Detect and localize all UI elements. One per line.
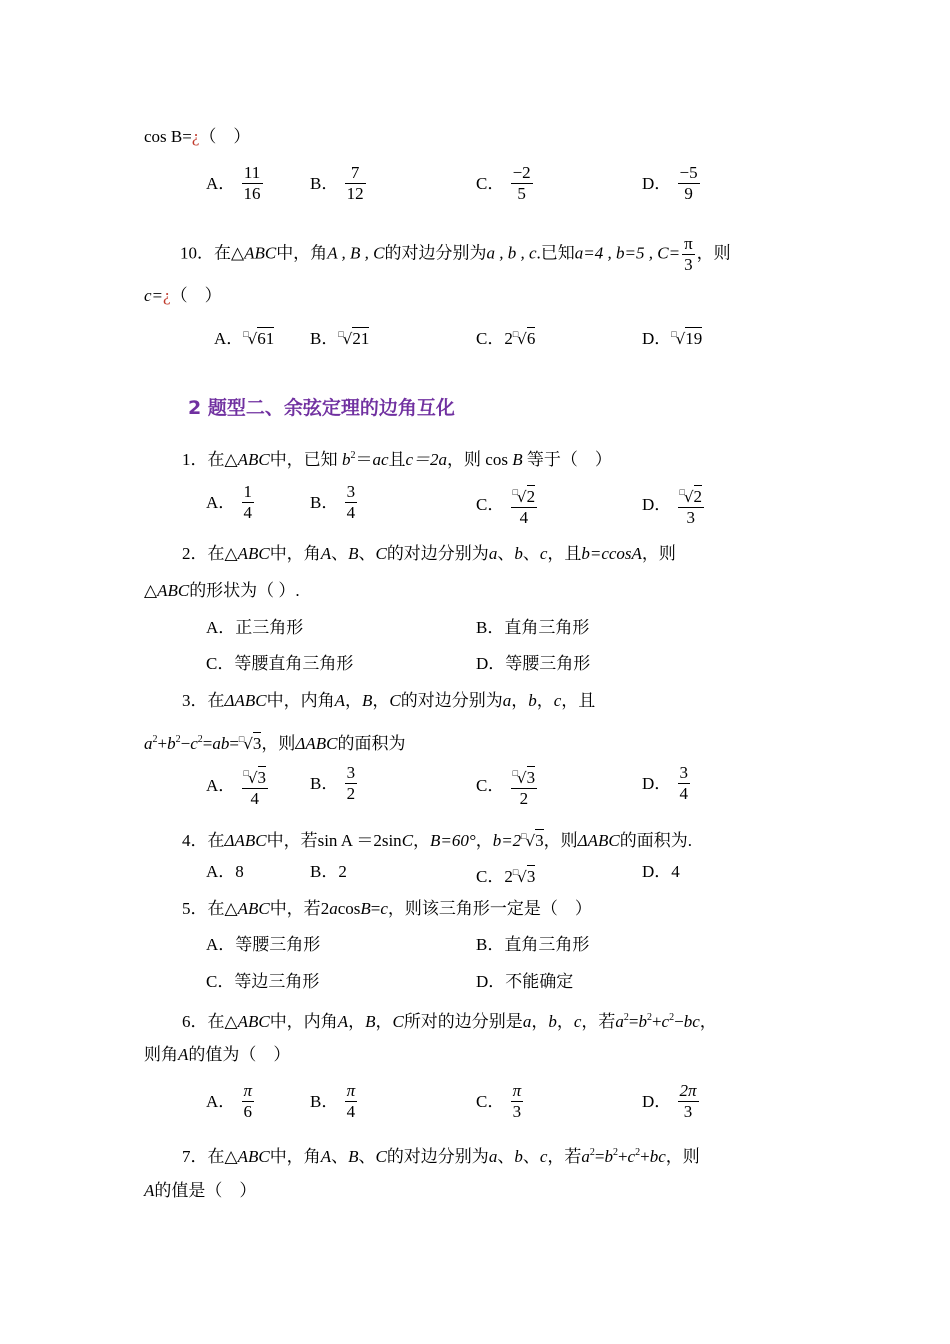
fraction: $\frac{1}{4}$ <box>243 482 253 522</box>
fraction: $\frac{\pi}{3}$ <box>512 1081 522 1121</box>
q9-option-c[interactable]: C． $\frac{-2}{5}$ <box>476 163 531 203</box>
q10-line-2: c=¿（ ） <box>144 286 222 305</box>
p6-option-b[interactable]: B． $\frac{\pi}{4}$ <box>310 1081 356 1121</box>
fraction: $\frac{3}{4}$ <box>346 482 356 522</box>
problem-5-stem: 5．在△ABC中，若2acosB=c，则该三角形一定是（ ） <box>182 899 592 918</box>
p3-option-c[interactable]: C． $\frac{^□√3}{2}$ <box>476 763 539 809</box>
problem-6-line-2: 则角A的值为（ ） <box>144 1045 291 1064</box>
problem-7-line-1: 7．在△ABC中，角A、B、C的对边分别为a、b、c，若$a^2=b^2+c^2+bc$，则 <box>182 1147 700 1166</box>
fraction: $\frac{-2}{5}$ <box>512 163 531 203</box>
radical: □√6 <box>512 329 536 348</box>
p6-option-d[interactable]: D． $\frac{2\pi}{3}$ <box>642 1081 697 1121</box>
radical: □√19 <box>671 329 703 348</box>
fraction: $\frac{-5}{9}$ <box>679 163 698 203</box>
fraction: $\frac{\pi}{3}$ <box>684 234 693 274</box>
q10-option-a[interactable]: A．□√61 <box>214 323 274 350</box>
p6-option-c[interactable]: C． $\frac{\pi}{3}$ <box>476 1081 522 1121</box>
problem-4-stem: 4．在ΔABC中，若sin A ＝2sinC，B=60°，b=2□√3，则ΔABC的面积为. <box>182 825 692 852</box>
q10-line-1: 10．在△ABC中，角A , B , C的对边分别为a , b , c.已知a=4 , b=5 , C= $\frac{\pi}{3}$ ，则 <box>180 234 731 274</box>
radical: □√3 <box>521 831 544 850</box>
q9-option-d[interactable]: D． $\frac{-5}{9}$ <box>642 163 698 203</box>
q9-tail-line: cos B=¿（ ） <box>144 127 251 146</box>
p2-option-d[interactable]: D．等腰三角形 <box>476 654 591 673</box>
q10-option-b[interactable]: B．□√21 <box>310 323 369 350</box>
fraction: $\frac{3}{2}$ <box>346 763 356 803</box>
p4-option-c[interactable]: C．2□√3 <box>476 861 535 888</box>
problem-2-line-1: 2．在△ABC中，角A、B、C的对边分别为a、b、c，且b=ccosA，则 <box>182 544 676 563</box>
q10-option-c[interactable]: C．2□√6 <box>476 323 535 350</box>
p5-option-c[interactable]: C．等边三角形 <box>206 972 320 991</box>
fraction: $\frac{7}{12}$ <box>346 163 364 203</box>
p3-option-b[interactable]: B． $\frac{3}{2}$ <box>310 763 356 803</box>
p4-option-b[interactable]: B．2 <box>310 862 347 881</box>
p2-option-c[interactable]: C．等腰直角三角形 <box>206 654 354 673</box>
problem-6-line-1: 6．在△ABC中，内角A，B，C所对的边分别是a，b，c，若$a^2=b^2+c^2-bc$， <box>182 1012 717 1031</box>
p2-option-b[interactable]: B．直角三角形 <box>476 618 590 637</box>
problem-1-stem: 1．在△ABC中，已知 $b^2=ac$且c＝2a，则 cos B 等于（ ） <box>182 450 612 469</box>
problem-3-line-1: 3．在ΔABC中，内角A，B，C的对边分别为a，b，c，且 <box>182 691 596 710</box>
p5-option-a[interactable]: A．等腰三角形 <box>206 935 321 954</box>
radical: □√3 <box>512 867 536 886</box>
p5-option-d[interactable]: D．不能确定 <box>476 972 574 991</box>
fraction: $\frac{^□√2}{4}$ <box>511 482 538 528</box>
q10-option-d[interactable]: D．□√19 <box>642 323 702 350</box>
radical: □√21 <box>338 329 370 348</box>
problem-2-line-2: △ABC的形状为（ ）. <box>144 581 300 600</box>
section-heading: 2 题型二、余弦定理的边角互化 <box>188 397 455 419</box>
p3-option-d[interactable]: D． $\frac{3}{4}$ <box>642 763 689 803</box>
p6-option-a[interactable]: A． $\frac{\pi}{6}$ <box>206 1081 253 1121</box>
fraction: $\frac{2\pi}{3}$ <box>679 1081 697 1121</box>
fraction: $\frac{\pi}{4}$ <box>346 1081 356 1121</box>
fraction: $\frac{^□√2}{3}$ <box>678 482 705 528</box>
p4-option-d[interactable]: D．4 <box>642 862 680 881</box>
q9-option-a[interactable]: A． $\frac{11}{16}$ <box>206 163 261 203</box>
p4-option-a[interactable]: A．8 <box>206 862 244 881</box>
p1-option-d[interactable]: D． $\frac{^□√2}{3}$ <box>642 482 706 528</box>
p5-option-b[interactable]: B．直角三角形 <box>476 935 590 954</box>
radical: □√61 <box>243 329 275 348</box>
problem-7-line-2: A的值是（ ） <box>144 1181 257 1200</box>
fraction: $\frac{^□√3}{4}$ <box>242 763 269 809</box>
p1-option-c[interactable]: C． $\frac{^□√2}{4}$ <box>476 482 539 528</box>
p3-option-a[interactable]: A． $\frac{^□√3}{4}$ <box>206 763 270 809</box>
fraction: $\frac{^□√3}{2}$ <box>511 763 538 809</box>
fraction: $\frac{\pi}{6}$ <box>243 1081 253 1121</box>
p1-option-b[interactable]: B． $\frac{3}{4}$ <box>310 482 356 522</box>
radical: □√3 <box>238 734 262 753</box>
problem-3-line-2: $a^2+b^2-c^2=ab=^□√3$，则ΔABC的面积为 <box>144 728 406 755</box>
fraction: $\frac{3}{4}$ <box>679 763 689 803</box>
q9-option-b[interactable]: B． $\frac{7}{12}$ <box>310 163 364 203</box>
p1-option-a[interactable]: A． $\frac{1}{4}$ <box>206 482 253 522</box>
fraction: $\frac{11}{16}$ <box>243 163 261 203</box>
p2-option-a[interactable]: A．正三角形 <box>206 618 304 637</box>
